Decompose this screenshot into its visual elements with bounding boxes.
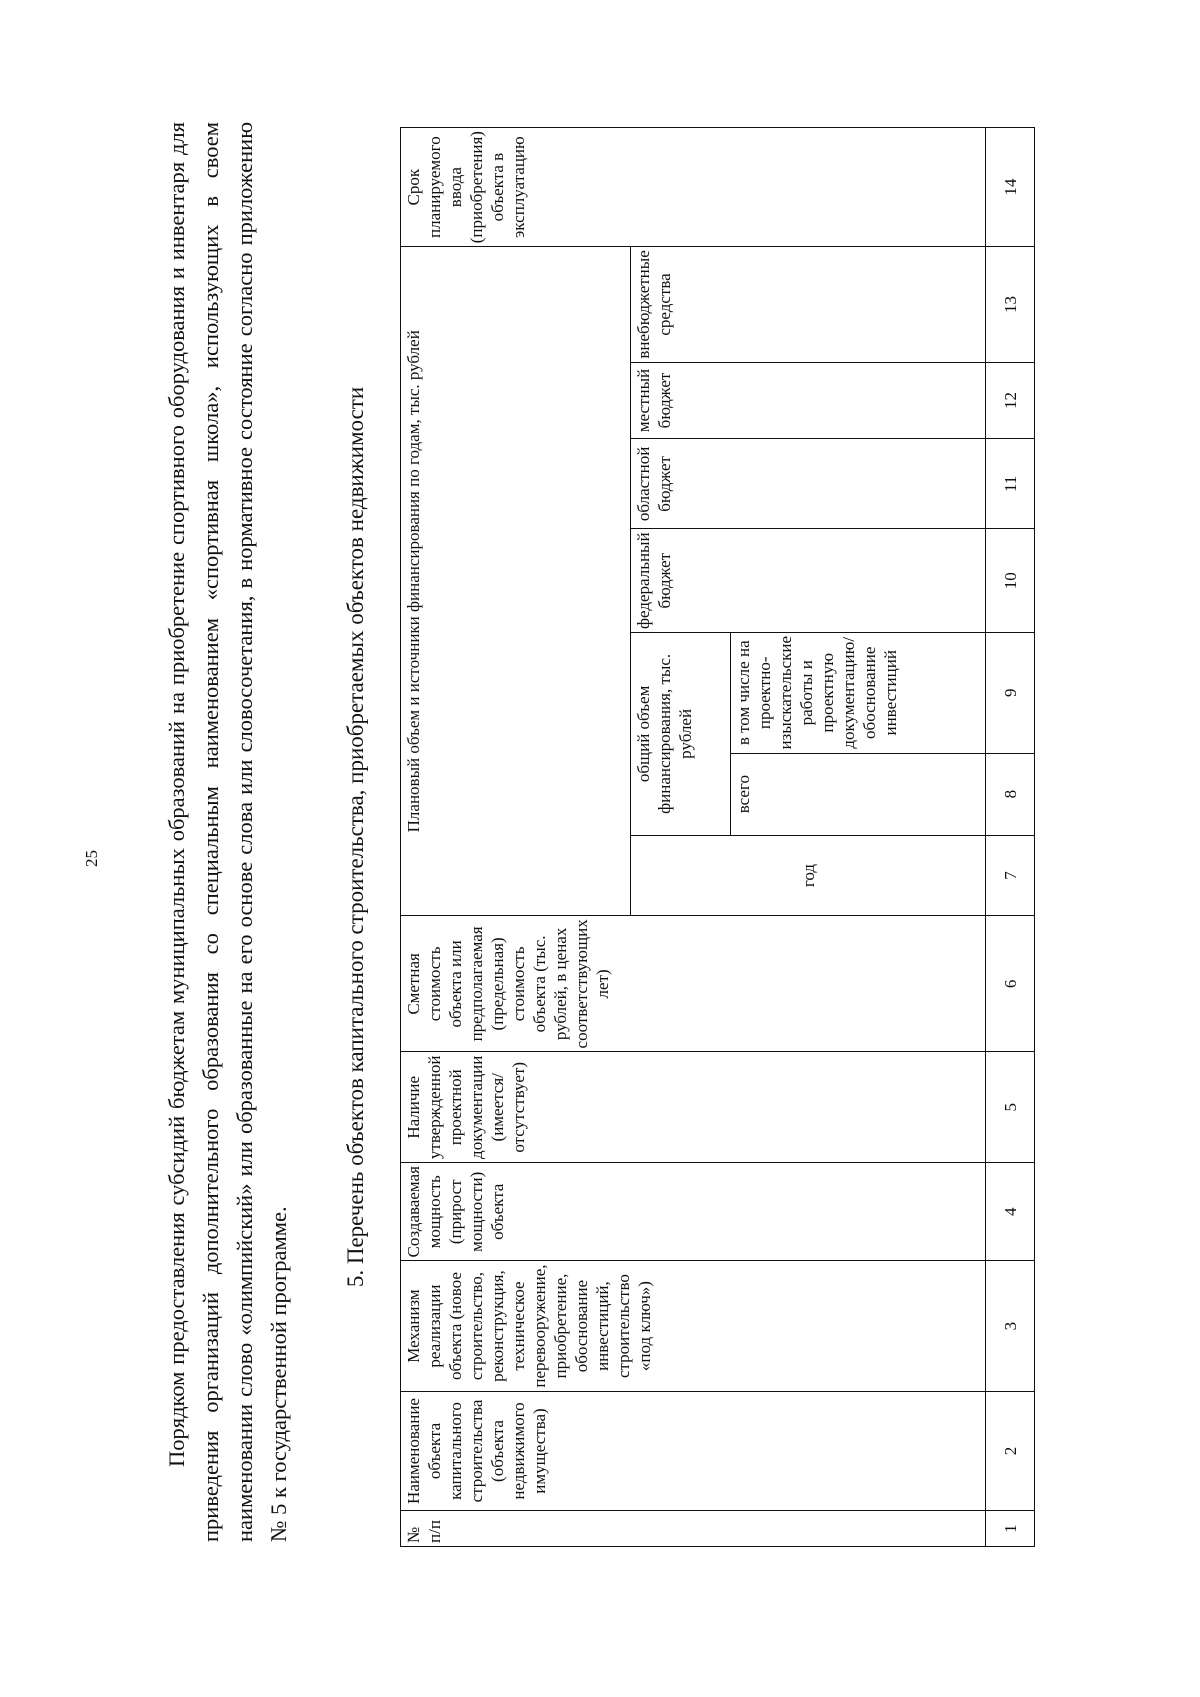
header-mechanism: Механизм реализации объекта (новое строительство, реконструкция, техническое перевооружение, приобретение, обоснование инвестиций, строительство «под ключ») (401, 1261, 986, 1391)
colnum: 11 (986, 439, 1035, 529)
header-extrabudgetary: внебюджетные средства (631, 247, 986, 362)
colnum: 14 (986, 128, 1035, 247)
colnum: 13 (986, 247, 1035, 362)
header-capacity: Создаваемая мощность (прирост мощности) объекта (401, 1163, 986, 1261)
colnum: 2 (986, 1391, 1035, 1511)
colnum: 6 (986, 916, 1035, 1052)
objects-table (400, 127, 1035, 1547)
header-total: всего (731, 753, 986, 835)
header-local-budget: местный бюджет (631, 362, 986, 439)
header-year: год (631, 835, 986, 916)
colnum: 8 (986, 753, 1035, 835)
colnum: 9 (986, 633, 1035, 754)
column-numbers-row (986, 128, 1035, 1547)
header-design-works: в том числе на проектно-изыскательские работы и проектную документацию/обоснование инвестиций (731, 633, 986, 754)
header-financing-group: Плановый объем и источники финансирования по годам, тыс. рублей (401, 247, 631, 916)
colnum: 1 (986, 1511, 1035, 1547)
header-project-docs: Наличие утвержденной проектной документации (имеется/отсутствует) (401, 1052, 986, 1163)
header-federal-budget: федеральный бюджет (631, 529, 986, 633)
header-total-financing: общий объем финансирования, тыс. рублей (631, 633, 731, 836)
header-commissioning-date: Срок планируемого ввода (приобретения) объекта в эксплуатацию (401, 128, 986, 247)
colnum: 12 (986, 362, 1035, 439)
colnum: 3 (986, 1261, 1035, 1391)
colnum: 4 (986, 1163, 1035, 1261)
intro-text: Порядком предоставления субсидий бюджетам муниципальных образований на приобретение спортивного оборудования и инвентаря для приведения организаций дополнительного образования со специальным наименованием «спортивная школа», использующих в своем наименовании слово «олимпийский» или образованные на его основе слова или словосочетания, в нормативное состояние согласно приложению № 5 к государственной программе. (164, 122, 291, 1542)
header-estimated-cost: Сметная стоимость объекта или предполагаемая (предельная) стоимость объекта (тыс. рублей, в ценах соответствующих лет) (401, 916, 986, 1052)
section-title: 5. Перечень объектов капитального строительства, приобретаемых объектов недвижимости (343, 386, 368, 1288)
header-object-name: Наименование объекта капитального строительства (объекта недвижимого имущества) (401, 1391, 986, 1511)
colnum: 5 (986, 1052, 1035, 1163)
colnum: 10 (986, 529, 1035, 633)
page-number: 25 (82, 850, 101, 867)
intro-paragraph (160, 122, 296, 1542)
colnum: 7 (986, 835, 1035, 916)
header-num: № п/п (401, 1511, 986, 1547)
header-regional-budget: областной бюджет (631, 439, 986, 529)
